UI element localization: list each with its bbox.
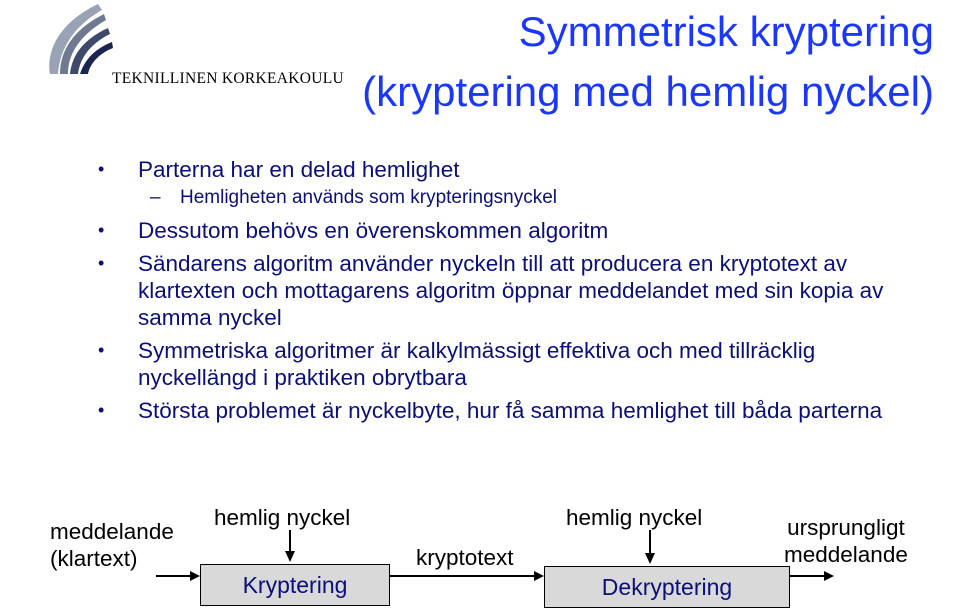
- original-message-label: ursprungligt meddelande: [784, 515, 908, 567]
- plaintext-label: meddelande (klartext): [50, 519, 174, 571]
- sub-bullet-text: Hemligheten används som krypteringsnyckel: [180, 187, 558, 208]
- bullet-icon: •: [98, 253, 105, 273]
- bullet-text: Sändarens algoritm använder nyckeln till att producera en kryptotext av klartexten och mottagarens algoritm öppnar meddelandet med sin kopia av samma nyckel: [138, 251, 884, 330]
- bullet-icon: •: [98, 159, 105, 179]
- bullet-item: [98, 337, 928, 391]
- secret-key-label-1: hemlig nyckel: [214, 505, 351, 530]
- secret-key-label-2: hemlig nyckel: [566, 505, 703, 530]
- bullet-text: Dessutom behövs en överenskommen algoritm: [138, 218, 609, 243]
- institution-name: TEKNILLINEN KORKEAKOULU: [112, 70, 345, 87]
- encryption-flow-diagram: [0, 490, 960, 610]
- ciphertext-label: kryptotext: [416, 545, 514, 570]
- bullet-text: Symmetriska algoritmer är kalkylmässigt effektiva och med tillräcklig nyckellängd i praktiken obrytbara: [138, 338, 816, 390]
- university-logo: [18, 0, 345, 110]
- bullet-item: [98, 156, 928, 183]
- slide-title: [362, 2, 934, 122]
- bullet-text: Största problemet är nyckelbyte, hur få samma hemlighet till båda parterna: [138, 398, 883, 423]
- logo-emblem-icon: [38, 0, 118, 78]
- bullet-item: [98, 250, 928, 331]
- bullet-icon: •: [98, 220, 105, 240]
- bullet-icon: •: [98, 400, 105, 420]
- decryption-box: Dekryptering: [544, 566, 790, 608]
- bullet-item: [98, 217, 928, 244]
- bullet-item: [98, 397, 928, 424]
- bullet-text: Parterna har en delad hemlighet: [138, 157, 460, 182]
- title-line-1: Symmetrisk kryptering: [518, 8, 934, 55]
- title-line-2: (kryptering med hemlig nyckel): [362, 68, 934, 115]
- bullet-icon: •: [98, 340, 105, 360]
- dash-icon: –: [150, 187, 161, 208]
- encryption-box: Kryptering: [200, 564, 390, 606]
- bullet-list: [98, 156, 928, 424]
- sub-bullet-item: [98, 185, 928, 211]
